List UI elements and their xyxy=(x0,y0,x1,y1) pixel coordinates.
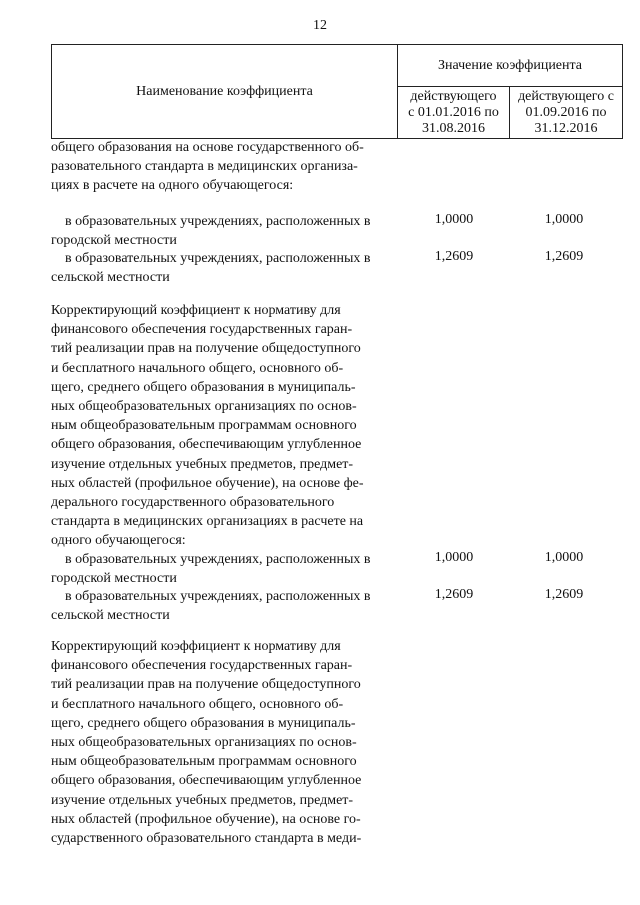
text-line: ных общеобразовательных организациях по основ- xyxy=(51,735,357,751)
text-line: изучение отдельных учебных предметов, предмет- xyxy=(51,792,354,808)
value-cell: 1,2609 xyxy=(544,587,584,602)
value-cell: 1,2609 xyxy=(434,249,474,264)
text-line: стандарта в медицинских организациях в расчете на xyxy=(51,514,364,530)
row-urban-1 xyxy=(51,212,396,250)
value-cell: 1,2609 xyxy=(544,249,584,264)
value-cell: 1,0000 xyxy=(434,212,474,227)
text-line: общего образования, обеспечивающим углубленное xyxy=(51,437,362,453)
row-label: городской местности xyxy=(51,571,177,587)
period-1-header xyxy=(398,87,510,138)
text-line: финансового обеспечения государственных гаран- xyxy=(51,322,353,338)
text-line: и бесплатного начального общего, основного об- xyxy=(51,696,344,712)
text-line: щего, среднего общего образования в муниципаль- xyxy=(51,379,356,395)
text-line: финансового обеспечения государственных гаран- xyxy=(51,658,353,674)
value-cell: 1,0000 xyxy=(434,550,474,565)
text-line: тий реализации прав на получение общедоступного xyxy=(51,677,361,693)
row-label: сельской местности xyxy=(51,608,170,624)
text-line: ным общеобразовательным программам основного xyxy=(51,754,357,770)
coefficient-description-2 xyxy=(51,301,396,551)
coefficient-name-header: Наименование коэффициента xyxy=(52,45,398,138)
period-2-header xyxy=(510,87,622,138)
text-line: Корректирующий коэффициент к нормативу для xyxy=(51,639,341,654)
value-cell: 1,2609 xyxy=(434,587,474,602)
row-label: сельской местности xyxy=(51,270,170,286)
text-line: ных областей (профильное обучение), на основе фе- xyxy=(51,475,364,491)
row-label: городской местности xyxy=(51,233,177,249)
period-2-line-2: 01.09.2016 по xyxy=(525,105,607,120)
row-urban-2 xyxy=(51,550,396,588)
period-2-line-1: действующего с xyxy=(518,89,614,104)
text-line: сударственного образовательного стандарта в меди- xyxy=(51,831,362,847)
period-2-line-3: 31.12.2016 xyxy=(534,121,598,136)
text-line: щего, среднего общего образования в муниципаль- xyxy=(51,715,356,731)
text-line: тий реализации прав на получение общедоступного xyxy=(51,341,361,357)
coefficient-description-3 xyxy=(51,637,396,848)
text-line: общего образования, обеспечивающим углубленное xyxy=(51,773,362,789)
row-label: в образовательных учреждениях, расположенных в xyxy=(65,214,371,229)
row-label: в образовательных учреждениях, расположенных в xyxy=(65,552,371,567)
period-1-line-3: 31.08.2016 xyxy=(422,121,485,136)
page-number: 12 xyxy=(313,18,327,33)
text-line: и бесплатного начального общего, основного об- xyxy=(51,360,344,376)
period-1-line-1: действующего xyxy=(410,89,497,104)
row-rural-2 xyxy=(51,587,396,625)
value-cell: 1,0000 xyxy=(544,550,584,565)
row-rural-1 xyxy=(51,249,396,287)
coefficient-value-header: Значение коэффициента xyxy=(398,45,622,87)
period-1-line-2: с 01.01.2016 по xyxy=(408,105,499,120)
text-line: общего образования на основе государственного об- xyxy=(51,140,364,155)
text-line: Корректирующий коэффициент к нормативу для xyxy=(51,303,341,318)
text-line: изучение отдельных учебных предметов, предмет- xyxy=(51,456,354,472)
continuation-text xyxy=(51,138,396,196)
text-line: ных общеобразовательных организациях по основ- xyxy=(51,399,357,415)
text-line: циях в расчете на одного обучающегося: xyxy=(51,178,294,194)
row-label: в образовательных учреждениях, расположенных в xyxy=(65,251,371,266)
text-line: разовательного стандарта в медицинских организа- xyxy=(51,159,358,175)
table-header xyxy=(51,44,623,139)
text-line: ным общеобразовательным программам основного xyxy=(51,418,357,434)
text-line: ных областей (профильное обучение), на основе го- xyxy=(51,811,361,827)
text-line: дерального государственного образовательного xyxy=(51,495,335,511)
text-line: одного обучающегося: xyxy=(51,533,186,549)
value-cell: 1,0000 xyxy=(544,212,584,227)
row-label: в образовательных учреждениях, расположенных в xyxy=(65,589,371,604)
